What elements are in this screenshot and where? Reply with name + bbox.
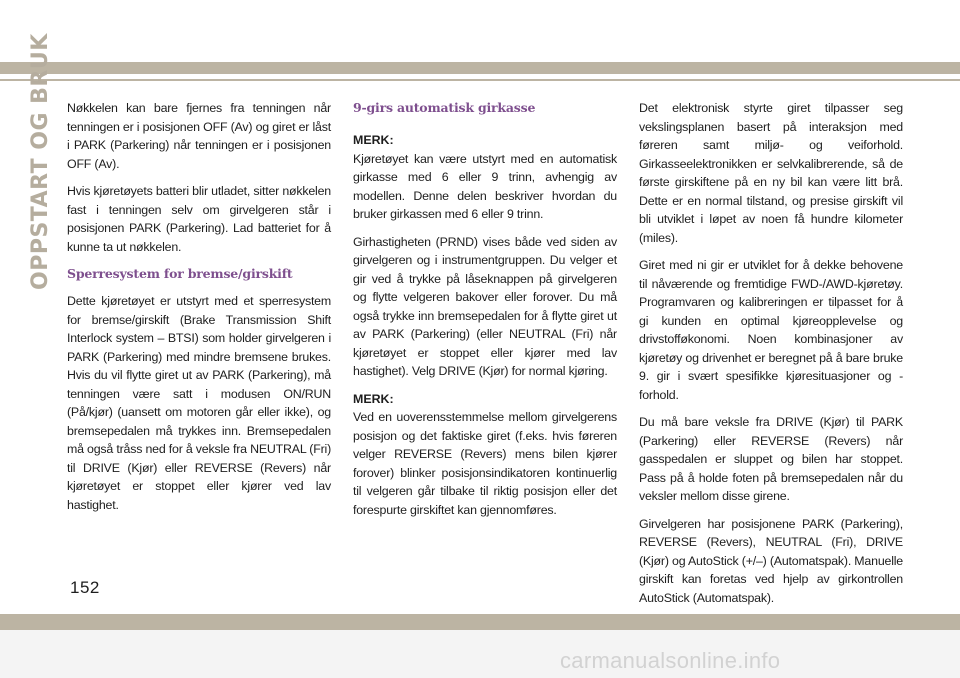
section-tab bbox=[10, 33, 53, 290]
footer-band bbox=[0, 630, 960, 678]
paragraph: Girvelgeren har posisjonene PARK (Parkering), REVERSE (Revers), NEUTRAL (Fri), DRIVE (Kjør) og AutoStick (+/–) (Automatspak). Manuelle girskift kan foretas ved hjelp av girkontrollen AutoStick (Automatspak). bbox=[639, 516, 903, 605]
page-number: 152 bbox=[70, 578, 100, 597]
paragraph: Det elektronisk styrte giret tilpasser seg vekslingsplanen basert på interaksjon med føreren samt miljø- og veiforhold. Girkasseelektronikken er selvkalibrerende, så de første girskiftene på en ny bil kan være litt brå. Dette er en normal tilstand, og presise girskift vil bli utviklet i løpet av noen få hundre kilometer (miles). bbox=[639, 101, 903, 245]
note-label: MERK: bbox=[353, 391, 394, 406]
paragraph: Giret med ni gir er utviklet for å dekke behovene til nåværende og fremtidige FWD-/AWD-kjøretøy. Programvaren og kalibreringen er tilpasset for å gi kunden en optimal kjøreopplevelse og drivstofføkonomi. Noen kombinasjoner av kjøretøy og drivenhet er beregnet på å bare bruke 9. gir i svært spesifikke kjøresituasjoner og -forhold. bbox=[639, 258, 903, 402]
text-column-1 bbox=[67, 99, 331, 523]
section-heading: 9-girs automatisk girkasse bbox=[353, 100, 536, 115]
paragraph: Hvis kjøretøyets batteri blir utladet, sitter nøkkelen fast i tenningen selv om girvelgeren står i posisjonen PARK (Parkering). Lad batteriet for å kunne ta ut nøkkelen. bbox=[67, 184, 331, 254]
paragraph: Nøkkelen kan bare fjernes fra tenningen når tenningen er i posisjonen OFF (Av) og giret er låst i PARK (Parkering) når tenningen er i posisjonen OFF (Av). bbox=[67, 101, 331, 171]
section-tab-label: OPPSTART OG BRUK bbox=[28, 33, 53, 290]
note-label: MERK: bbox=[353, 133, 394, 147]
section-heading: Sperresystem for bremse/girskift bbox=[67, 266, 293, 281]
paragraph: Du må bare veksle fra DRIVE (Kjør) til PARK (Parkering) eller REVERSE (Revers) når gasspedalen er sluppet og bilen har stoppet. Pass på å holde foten på bremsepedalen når du veksler mellom disse girene. bbox=[639, 415, 903, 503]
watermark: carmanualsonline.info bbox=[560, 648, 781, 673]
header-rule bbox=[0, 79, 960, 81]
top-margin bbox=[0, 0, 960, 62]
note-text: Kjøretøyet kan være utstyrt med en automatisk girkasse med 6 eller 9 trinn, avhengig av modellen. Denne delen beskriver hvordan du bruker girkassen med 6 eller 9 trinn. bbox=[353, 151, 617, 221]
paragraph: Dette kjøretøyet er utstyrt med et sperresystem for bremse/girskift (Brake Transmission Shift Interlock system – BTSI) som holder girvelgeren i PARK (Parkering) med mindre bremsene brukes. Hvis du vil flytte giret ut av PARK (Parkering), må tenningen være satt i modusen ON/RUN (På/kjør) (uansett om motoren går eller ikke), og bremsepedalen må trykkes inn. Bremsepedalen må også tråss ned for å veksle fra NEUTRAL (Fri) til DRIVE (Kjør) eller REVERSE (Revers) når kjøretøyet er stoppet eller kjører ved lav hastighet. bbox=[67, 294, 331, 512]
footer-bar bbox=[0, 614, 960, 630]
text-column-3 bbox=[639, 99, 903, 616]
header-bar bbox=[0, 62, 960, 74]
paragraph: Girhastigheten (PRND) vises både ved siden av girvelgeren og i instrumentgruppen. Du velger et gir ved å trykke på låseknappen på girvelgeren og flytte velgeren bakover eller forover. Du må også trykke inn bremsepedalen for å flytte giret ut av PARK (Parkering) (eller NEUTRAL (Fri) når kjøretøyet er stoppet eller kjører med lav hastighet). Velg DRIVE (Kjør) for normal kjøring. bbox=[353, 234, 617, 378]
note-text: Ved en uoverensstemmelse mellom girvelgerens posisjon og det faktiske giret (f.eks. hvis føreren velger REVERSE (Revers) mens bilen kjører forover) blinker posisjonsindikatoren kontinuerlig til velgeren går tilbake til riktig posisjon eller det forespurte girskiftet kan gjennomføres. bbox=[353, 410, 617, 517]
text-column-2 bbox=[353, 99, 617, 528]
